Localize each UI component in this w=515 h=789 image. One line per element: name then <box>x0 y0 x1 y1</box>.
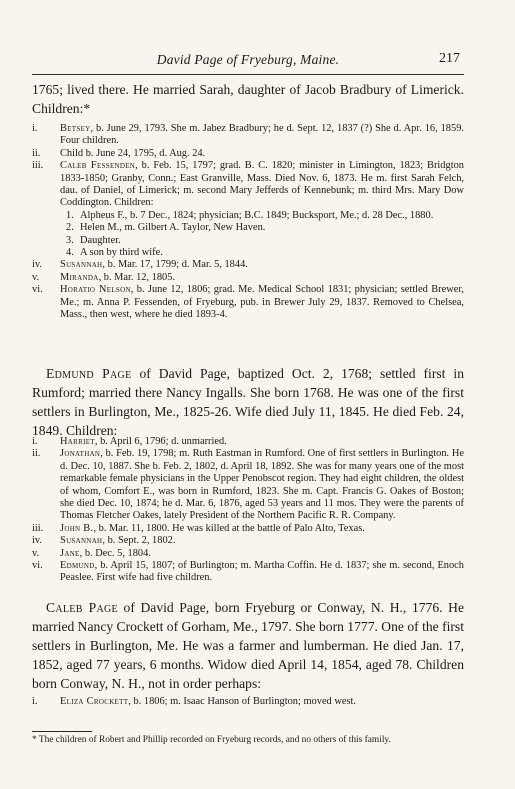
footnote: * The children of Robert and Phillip recorded on Fryeburg records, and no others of this family. <box>32 735 391 745</box>
section-1-children <box>32 123 464 322</box>
item-number: i. <box>32 123 38 134</box>
child-details: , b. June 12, 1806; grad. Me. Medical School 1831; physician; settled Brewer, Me.; m. Anna P. Fessenden, of Fryeburg, pub. in Brewer July 29, 1837. Removed to Chelsea, Mass., then west, where he died 1893-4. <box>60 284 464 321</box>
child-name: John B. <box>60 522 94 534</box>
child-details: , b. Mar. 17, 1799; d. Mar. 5, 1844. <box>102 259 248 271</box>
child-item <box>32 123 464 148</box>
running-head <box>32 52 464 70</box>
section-3-children <box>32 696 464 708</box>
child-name: Caleb Fessenden <box>60 160 136 172</box>
child-item <box>32 160 464 210</box>
page-title: David Page of Fryeburg, Maine. <box>156 52 340 67</box>
section-3-text: of David Page, born Fryeburg or Conway, N. H., 1776. He married Nancy Crockett of Gorham, Me., 1797. She born 1777. One of the first settlers in Burlington, Me. He was a farmer and lumberman. He died Jan. 17, 1852, aged 77 years, 6 months. Widow died April 14, 1854, aged 78. Children born Conway, N. H., not in order perhaps: <box>32 600 464 691</box>
item-number: iii. <box>32 160 44 172</box>
item-number: 1. <box>66 209 74 221</box>
child-name: Edmund <box>60 560 95 572</box>
section-2-text: of David Page, baptized Oct. 2, 1768; settled first in Rumford; married there Nancy Ingalls. She born 1768. He was one of the first settlers in Burlington, Me., 1825-26. Wife died July 11, 1845. He died Feb. 24, 1849. Children: <box>32 366 464 438</box>
child-item <box>32 523 464 535</box>
child-item <box>32 259 464 271</box>
child-name: Betsey <box>60 123 91 134</box>
item-number: 3. <box>66 234 74 246</box>
item-number: vi. <box>32 284 43 296</box>
child-name: Harriet <box>60 436 95 447</box>
child-item <box>32 535 464 547</box>
child-details: A son by third wife. <box>80 247 163 259</box>
child-name: Jane <box>60 547 80 559</box>
child-item <box>32 560 464 585</box>
child-item <box>32 548 464 560</box>
item-number: v. <box>32 271 40 283</box>
child-details: , b. April 6, 1796; d. unmarried. <box>94 436 227 447</box>
child-details: Daughter. <box>80 234 121 246</box>
item-number: ii. <box>32 147 41 159</box>
grandchild-item <box>32 235 464 247</box>
child-item <box>32 284 464 321</box>
item-number: v. <box>32 547 40 559</box>
section-2-children <box>32 436 464 585</box>
grandchild-item <box>32 247 464 259</box>
grandchild-item <box>32 222 464 234</box>
section-1-paragraph: 1765; lived there. He married Sarah, daughter of Jacob Bradbury of Limerick. Children:* <box>32 82 464 116</box>
child-details: Alpheus F., b. 7 Dec., 1824; physician; B.C. 1849; Bucksport, Me.; d. 28 Dec., 1880. <box>80 209 434 221</box>
child-name: Horatio Nelson <box>60 284 131 296</box>
item-number: 2. <box>66 222 74 234</box>
child-item <box>32 696 464 708</box>
child-item <box>32 436 464 448</box>
child-details: , b. April 15, 1807; of Burlington; m. Martha Coffin. He d. 1837; she m. second, Enoch Peaslee. First wife had five children. <box>60 560 464 584</box>
page-number: 217 <box>439 51 460 66</box>
child-name: Susannah <box>60 259 103 271</box>
child-name: Jonathan <box>60 448 101 460</box>
child-item <box>32 448 464 522</box>
item-number: i. <box>32 436 38 447</box>
item-number: iv. <box>32 535 43 547</box>
section-3-paragraph <box>32 598 464 693</box>
child-name: Eliza Crockett <box>60 696 129 707</box>
child-details: , b. Sept. 2, 1802. <box>102 535 176 547</box>
item-number: ii. <box>32 448 41 460</box>
child-name: Susannah <box>60 535 103 547</box>
item-number: iii. <box>32 522 44 534</box>
section-2-lead: Edmund Page <box>46 366 132 381</box>
child-details: , b. Dec. 5, 1804. <box>79 547 151 559</box>
item-number: i. <box>32 696 38 707</box>
item-number: 4. <box>66 247 74 259</box>
child-details: , b. June 29, 1793. She m. Jabez Bradbury; he d. Sept. 12, 1837 (?) She d. Apr. 16, 1859. Four children. <box>60 123 464 147</box>
footnote-rule <box>32 731 92 732</box>
section-3-lead: Caleb Page <box>46 600 118 615</box>
child-details: Child b. June 24, 1795, d. Aug. 24. <box>60 147 206 159</box>
grandchild-item <box>32 210 464 222</box>
section-2-paragraph <box>32 364 464 440</box>
child-details: , b. Feb. 15, 1797; grad. B. C. 1820; minister in Limington, 1823; Bridgton 1833-1850; Granby, Conn.; East Granville, Mass. Died Nov. 6, 1873. He m. first Sarah Felch, dau. of Daniel, of Limerick; m. second Mary Jefferds of Kennebunk; m. third Mrs. Mary Dow Coddington. Children: <box>60 160 464 209</box>
item-number: iv. <box>32 259 43 271</box>
child-details: , b. Feb. 19, 1798; m. Ruth Eastman in Rumford. One of first settlers in Burlington. He d. Dec. 10, 1887. She b. Feb. 2, 1802, d. April 18, 1892. She was for many years one of the most remarkable female physicians in the Upper Penobscot region. They had eight children, the oldest of whom, Comfort E., was born in Rumford, 1823. She m. Capt. Francis G. Oakes of Boston; she died Dec. 10, 1874; he d. Mar. 6, 1876, aged 53 years and 11 mos. They were the parents of Thomas Fletcher Oakes, lately President of the Northern Pacific R. R. Company. <box>60 448 464 522</box>
header-rule <box>32 74 464 75</box>
child-details: , b. Mar. 12, 1805. <box>98 271 176 283</box>
child-details: , b. Mar. 11, 1800. He was killed at the battle of Palo Alto, Texas. <box>93 522 365 534</box>
child-item <box>32 272 464 284</box>
item-number: vi. <box>32 560 43 572</box>
child-details: Helen M., m. Gilbert A. Taylor, New Haven. <box>80 222 266 234</box>
child-item <box>32 148 464 160</box>
child-name: Miranda <box>60 271 99 283</box>
child-details: , b. 1806; m. Isaac Hanson of Burlington; moved west. <box>128 696 356 707</box>
